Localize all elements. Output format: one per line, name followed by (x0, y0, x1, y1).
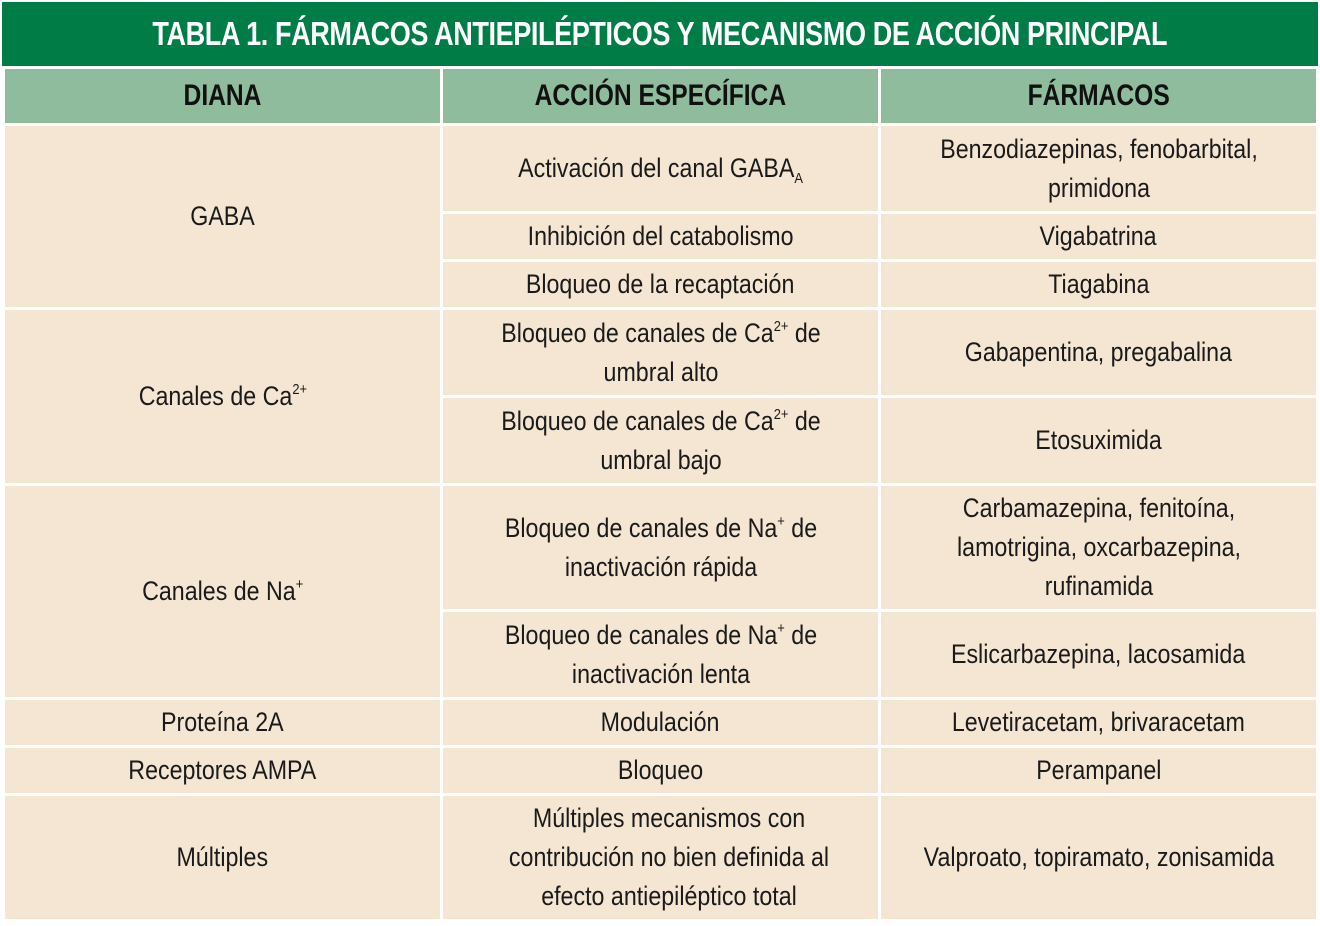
drugs-cell: Gabapentina, pregabalina (880, 309, 1318, 397)
header-action: ACCIÓN ESPECÍFICA (442, 68, 880, 125)
drugs-cell: Tiagabina (880, 261, 1318, 309)
action-cell: Bloqueo de la recaptación (442, 261, 880, 309)
drugs-cell: Benzodiazepinas, fenobarbital, primidona (880, 125, 1318, 213)
action-cell: Inhibición del catabolismo (442, 213, 880, 261)
action-cell: Bloqueo de canales de Na+ de inactivación lenta (442, 611, 880, 699)
drugs-cell: Carbamazepina, fenitoína, lamotrigina, oxcarbazepina, rufinamida (880, 485, 1318, 611)
table-row (4, 125, 1318, 213)
drugs-cell: Etosuximida (880, 397, 1318, 485)
target-cell: Proteína 2A (4, 699, 442, 747)
drugs-cell: Eslicarbazepina, lacosamida (880, 611, 1318, 699)
table-row (4, 309, 1318, 397)
target-cell: Canales de Na+ (4, 485, 442, 699)
action-cell: Bloqueo de canales de $Ca^{2+}$ de umbral bajo (442, 397, 880, 485)
drugs-cell: Perampanel (880, 747, 1318, 795)
table-figure (2, 2, 1318, 922)
action-cell: Activación del canal $GABA_A$ (442, 125, 880, 213)
target-cell: GABA (4, 125, 442, 309)
drugs-cell: Vigabatrina (880, 213, 1318, 261)
table-title (2, 2, 1318, 66)
action-cell: Múltiples mecanismos con contribución no bien definida al efecto antiepiléptico total (442, 795, 880, 921)
target-cell: Receptores AMPA (4, 747, 442, 795)
table-row (4, 485, 1318, 611)
table-row (4, 699, 1318, 747)
action-cell: Bloqueo (442, 747, 880, 795)
action-cell: Bloqueo de canales de $Ca^{2+}$ de umbral alto (442, 309, 880, 397)
table-row (4, 747, 1318, 795)
header-drugs: FÁRMACOS (880, 68, 1318, 125)
target-cell: Múltiples (4, 795, 442, 921)
drugs-cell: Valproato, topiramato, zonisamida (880, 795, 1318, 921)
drugs-cell: Levetiracetam, brivaracetam (880, 699, 1318, 747)
action-cell: Bloqueo de canales de Na+ de inactivación rápida (442, 485, 880, 611)
header-row (4, 68, 1318, 125)
table-title-text: TABLA 1. FÁRMACOS ANTIEPILÉPTICOS Y MECANISMO DE ACCIÓN PRINCIPAL (152, 15, 1168, 52)
header-target: DIANA (4, 68, 442, 125)
table-row (4, 795, 1318, 921)
action-cell: Modulación (442, 699, 880, 747)
drug-mechanism-table (2, 66, 1319, 922)
target-cell: Canales de $Ca^{2+}$ (4, 309, 442, 485)
